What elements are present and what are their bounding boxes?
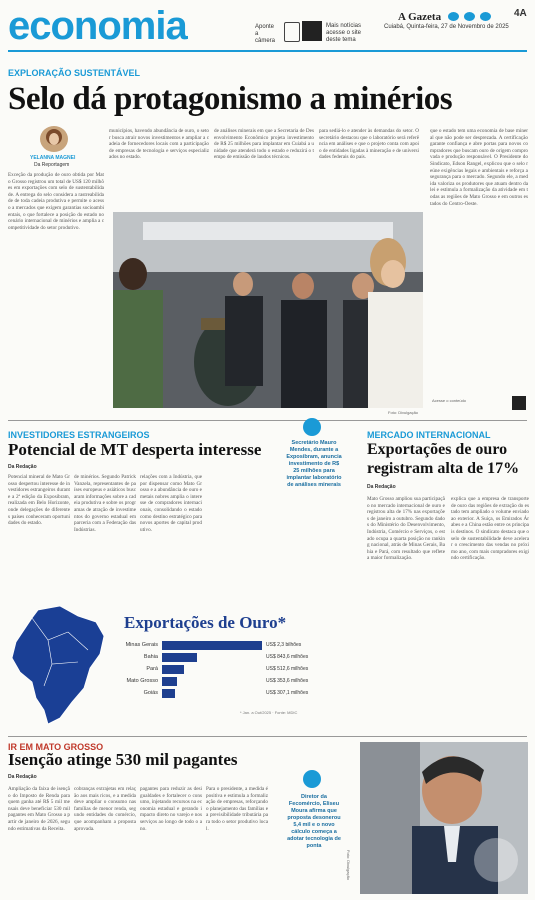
bar-mark (162, 665, 184, 674)
isencao-photo-credit: Foto: Divulgação (346, 850, 351, 881)
masthead-divider (8, 50, 527, 52)
info-icon (303, 418, 321, 436)
investidores-byline: Da Redação (8, 464, 37, 470)
bar-value-label: US$ 307,1 milhões (266, 690, 309, 696)
brand-dot-icon (480, 12, 491, 21)
author-role: Da Reportagem (34, 162, 70, 168)
bar-category-label: Minas Gerais (125, 642, 158, 648)
mercado-headline-line1[interactable]: Exportações de ouro (367, 441, 508, 458)
top-story-column-4: para sediá-lo e atender às demandas do setor. O secretário destacou que o laboratório será referência em análises e que o projeto conta com apoio de entidades ligadas à mineração e de universidades federais do país. (319, 128, 419, 161)
bar-value-label: US$ 512,6 milhões (266, 666, 309, 672)
event-photo-illustration (113, 212, 423, 408)
mercado-column-1: Mato Grosso ampliou sua participação no mercado internacional de ouro e registrou alta de 17% nas exportações de janeiro a outubro. Segundo dados do Ministério do Desenvolvimento, Indústria, Comércio e Serviços, o estado ocupa a quarta posição no ranking nacional, atrás de Minas Gerais, Bahia e Pará, com resultado que reflete a maior formalização. (367, 496, 445, 562)
bar-value-label: US$ 353,6 milhões (266, 678, 309, 684)
mercado-byline: Da Redação (367, 484, 396, 490)
bar-mark (162, 677, 177, 686)
page-number: 4A (514, 8, 527, 19)
brand-dot-icon (464, 12, 475, 21)
isencao-byline: Da Redação (8, 774, 37, 780)
section-divider (8, 420, 527, 421)
masthead-text-4: deste tema (326, 37, 356, 43)
isencao-sidebar-text: Diretor da Fecomércio, Eliseu Moura afirma que proposta desonerou 5,4 mil e o novo cálculo começa a adotar tecnologia de ponta (287, 794, 341, 849)
isencao-column-3: pagantes para reduzir as desigualdades e fortalecer o consumo, injetando recursos na economia estadual e gerando impacto direto no varejo e nos serviços ao longo de todo o ano. (140, 786, 202, 832)
isencao-column-2: cobranças extrajetas em relação aos mais ricos, e a medida deve ampliar o consumo nas famílias de menor renda, segundo entidades do comércio, que acompanham a proposta aprovada. (74, 786, 136, 832)
isencao-column-1: Ampliação da faixa de isenção do Imposto de Renda para quem ganha até R$ 5 mil mensais deve beneficiar 530 mil pagantes em Mato Grosso a partir de janeiro de 2026, segundo estimativas da Receita. (8, 786, 70, 832)
investidores-column-1: Potencial mineral de Mato Grosso despertou interesse de investidores estrangeiros durante a 2ª edição da Exposibram, realizada em Belo Horizonte, onde delegações de diferentes países conheceram oportunidades do estado. (8, 474, 70, 527)
investidores-headline[interactable]: Potencial de MT desperta interesse (8, 440, 262, 459)
chart-area (120, 640, 335, 706)
chart-title: Exportações de Ouro* (124, 613, 287, 632)
qr-code-icon[interactable] (302, 21, 322, 41)
masthead-label-left (255, 24, 279, 44)
brazil-map (8, 602, 108, 728)
top-story-photo (113, 212, 423, 408)
info-icon (303, 770, 321, 788)
bar-value-label: US$ 2,3 bilhões (266, 642, 302, 648)
isencao-kicker: IR EM MATO GROSSO (8, 742, 104, 752)
section-title: economia (8, 4, 187, 48)
chart-footnote: * Jan. a Out/2025 · Fonte: MDIC (240, 710, 298, 715)
author-avatar (40, 126, 68, 152)
bar-category-label: Bahia (143, 654, 158, 660)
top-story-column-5: que o estado tem uma economia de base mineral que não pode ser desprezada. A certificação garante confiança e abre portas para novos compradores que buscam ouro de origem comprovada e produção responsável. O Presidente do Sindicato, Edson Rangel, explicou que o selo reúne exigências legais e ambientais e reforça a segurança para o mercado. Segundo ele, a medida valoriza os produtores que atuam dentro da lei e estimula a formalização da atividade em todas as regiões de Mato Grosso e em outros estados do Centro-Oeste. (430, 128, 528, 207)
isencao-column-4: Para o presidente, a medida é positiva e estimula a formalização de empresas, reforçando o planejamento das famílias e a previsibilidade tributária para todo o setor produtivo local. (206, 786, 268, 832)
qr-caption: Acesse o conteúdo (432, 398, 467, 403)
sidebar-gold-text: Secretário Mauro Mendes, durante a Exposibram, anuncia investimento de R$ 25 milhões para implantar laboratório de análises minerais (286, 440, 342, 488)
bar-category-label: Pará (146, 666, 158, 672)
investidores-column-3: relações com a Indústria, que por dispensar como Mato Grosso e a abundância de ouro e metais nobres amplia o interesse de compradores internacionais, consolidando o estado como destino estratégico para novos aportes de capital produtivo. (140, 474, 202, 533)
top-photo-credit: Foto: Divulgação (388, 410, 419, 415)
paper-name: A Gazeta (398, 11, 442, 23)
mercado-kicker: MERCADO INTERNACIONAL (367, 430, 491, 440)
qr-code-icon[interactable] (512, 396, 526, 410)
isencao-headline[interactable]: Isenção atinge 530 mil pagantes (8, 750, 238, 769)
mercado-column-2: explica que a empresa de transporte de ouro das regiões de extração do estado tem ampliado o volume enviado ao exterior. A Suíça, os Emirados Árabes e a China estão entre os principais destinos. O sindicato destaca que o selo de sustentabilidade deve acelerar o crescimento das vendas no próximo ano, com mais compradores exigindo certificação. (451, 496, 529, 562)
masthead-site-text (326, 23, 374, 44)
author-name: YELANNA MAGNEI (30, 155, 76, 161)
section-divider (8, 736, 527, 737)
bar-mark (162, 689, 175, 698)
edition-date: Cuiabá, Quinta-feira, 27 de Novembro de 2025 (384, 24, 509, 30)
top-story-column-3: de análises minerais em que a Secretaria de Desenvolvimento Econômico projeta investimento de R$ 25 milhões para implantar em Cuiabá a unidade que atenderá todo o estado e reduzirá o tempo de emissão de laudos técnicos. (214, 128, 314, 161)
top-story-kicker: EXPLORAÇÃO SUSTENTÁVEL (8, 68, 141, 78)
bar-category-label: Goiás (143, 690, 158, 696)
brazil-map-shape (8, 602, 108, 728)
paper-brand (398, 7, 508, 25)
masthead-text-3: acesse o site (326, 30, 362, 36)
bar-category-label: Mato Grosso (126, 678, 158, 684)
investidores-column-2: de minérios. Segundo Patrick Vanzela, representantes de países europeus e asiáticos buscaram informações sobre a cadeia produtiva e sobre os programas de atração de investimentos do governo estadual em parceria com a Federação das Indústrias. (74, 474, 136, 533)
bar-value-label: US$ 843,6 milhões (266, 654, 309, 660)
masthead-text-1: Aponte a câmera (255, 24, 276, 44)
top-story-column-2: municípios, havendo abundância de ouro, o setor busca atrair novos investimentos e ampliar a cadeia de fornecedores locais com a participação de empresas de tecnologia e serviços especializados no estado. (109, 128, 209, 161)
bar-mark (162, 641, 262, 650)
mercado-headline-line2[interactable]: registram alta de 17% (367, 460, 520, 477)
top-story-column-1: Exceção da produção de ouro obtida por Mato Grosso registrou um total de US$ 120 milhões em exportações com selo de sustentabilidade. A entrega do selo considera a rastreabilidade de toda cadeia produtiva e permite o acesso a mercados que exigem garantias socioambientais, o que fortalece a posição do estado no cenário internacional de minérios e amplia a competitividade do setor produtivo. (8, 172, 104, 231)
masthead-text-2: Mais notícias (326, 23, 362, 29)
investidores-kicker: INVESTIDORES ESTRANGEIROS (8, 430, 150, 440)
brand-dot-icon (448, 12, 459, 21)
top-story-headline[interactable]: Selo dá protagonismo a minérios (8, 81, 453, 117)
isencao-photo (360, 742, 528, 894)
phone-icon (284, 22, 300, 42)
portrait-illustration (360, 742, 528, 894)
bar-mark (162, 653, 197, 662)
